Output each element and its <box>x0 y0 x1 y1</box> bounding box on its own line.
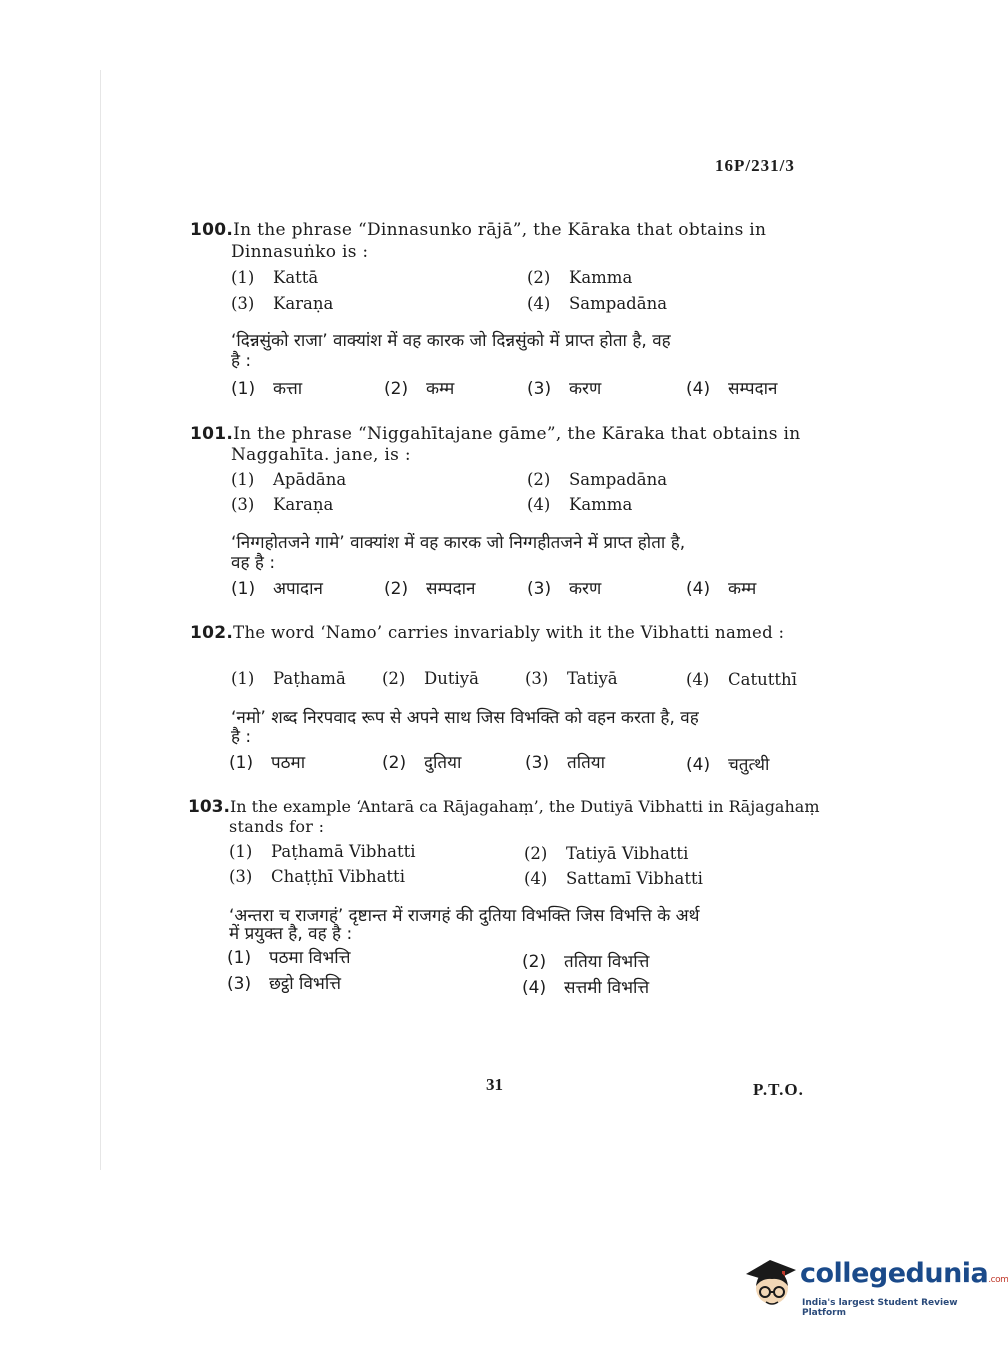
question-100-hindi-line-1: ‘दिन्नसुंको राजा’ वाक्यांश में वह कारक जो दिन्नसुंको में प्राप्त होता है, वह <box>231 331 671 351</box>
option: (2) Sampadāna <box>527 470 668 489</box>
option: (3) Chaṭṭhī Vibhatti <box>229 867 405 886</box>
question-103-line-1: 103.In the example ‘Antarā ca Rājagahaṃ’, the Dutiyā Vibhatti in Rājagahaṃ <box>188 797 820 817</box>
question-101-line-2: Naggahīta. jane, is : <box>231 445 411 465</box>
question-101-hindi-line-1: ‘निग्गहोतजने गामे’ वाक्यांश में वह कारक जो निग्गहीतजने में प्राप्त होता है, <box>231 533 686 553</box>
option: (2) सम्पदान <box>384 579 476 599</box>
option: (3) करण <box>527 379 602 399</box>
question-103-hindi-line-1: ‘अन्तरा च राजगहं’ दृष्टान्त में राजगहं की दुतिया विभक्ति जिस विभत्ति के अर्थ <box>229 906 700 926</box>
question-101-hindi-line-2: वह है : <box>231 553 276 573</box>
question-102-hindi-line-1: ‘नमो’ शब्द निरपवाद रूप से अपने साथ जिस विभक्ति को वहन करता है, वह <box>231 708 699 728</box>
scan-edge-line <box>100 70 101 1170</box>
option: (1) Paṭhamā Vibhatti <box>229 842 416 861</box>
option: (2) Kamma <box>527 268 633 287</box>
collegedunia-logo <box>742 1252 1008 1322</box>
option: (2) Dutiyā <box>382 669 479 688</box>
mascot-icon <box>742 1252 798 1312</box>
option: (2) ततिया विभत्ति <box>522 952 650 972</box>
option: (4) सम्पदान <box>686 379 778 399</box>
question-103-line-2: stands for : <box>229 817 325 836</box>
option: (3) करण <box>527 579 602 599</box>
option: (1) पठमा <box>229 753 306 773</box>
question-number: 103. <box>188 797 230 817</box>
question-100-line-2: Dinnasuṅko is : <box>231 242 369 262</box>
question-102-line-1: 102.The word ‘Namo’ carries invariably with it the Vibhatti named : <box>190 623 785 643</box>
option: (1) Apādāna <box>231 470 347 489</box>
option: (1) Paṭhamā <box>231 669 346 688</box>
question-101-line-1: 101.In the phrase “Niggahītajane gāme”, the Kāraka that obtains in <box>190 424 801 444</box>
logo-tagline: India's largest Student Review Platform <box>802 1298 958 1318</box>
question-100-line-1: 100.In the phrase “Dinnasunko rājā”, the Kāraka that obtains in <box>190 220 767 240</box>
question-102-hindi-line-2: है : <box>231 727 252 747</box>
page-number: 31 <box>486 1075 503 1094</box>
option: (3) Tatiyā <box>525 669 618 688</box>
pto-label: P.T.O. <box>753 1080 804 1099</box>
question-number: 101. <box>190 424 234 444</box>
question-103-hindi-line-2: में प्रयुक्त है, वह है : <box>229 924 353 944</box>
question-100-hindi-line-2: है : <box>231 351 252 371</box>
option: (4) Kamma <box>527 495 633 514</box>
option: (4) कम्म <box>686 579 757 599</box>
option: (2) Tatiyā Vibhatti <box>524 844 689 863</box>
option: (1) पठमा विभत्ति <box>227 948 351 968</box>
option: (3) Karaṇa <box>231 294 334 313</box>
logo-name: collegedunia <box>800 1258 989 1289</box>
question-number: 102. <box>190 623 234 643</box>
option: (2) कम्म <box>384 379 455 399</box>
option: (4) चतुत्थी <box>686 755 770 775</box>
option: (1) अपादान <box>231 579 323 599</box>
option: (4) Sattamī Vibhatti <box>524 869 703 888</box>
option: (3) Karaṇa <box>231 495 334 514</box>
option: (4) Catutthī <box>686 670 797 689</box>
option: (2) दुतिया <box>382 753 462 773</box>
option: (1) कत्ता <box>231 379 303 399</box>
option: (4) Sampadāna <box>527 294 668 313</box>
option: (4) सत्तमी विभत्ति <box>522 978 650 998</box>
question-number: 100. <box>190 220 234 240</box>
option: (3) ततिया <box>525 753 606 773</box>
logo-suffix: .com <box>988 1275 1008 1285</box>
paper-code: 16P/231/3 <box>715 156 795 175</box>
option: (1) Kattā <box>231 268 319 287</box>
option: (3) छट्ठो विभत्ति <box>227 974 341 994</box>
